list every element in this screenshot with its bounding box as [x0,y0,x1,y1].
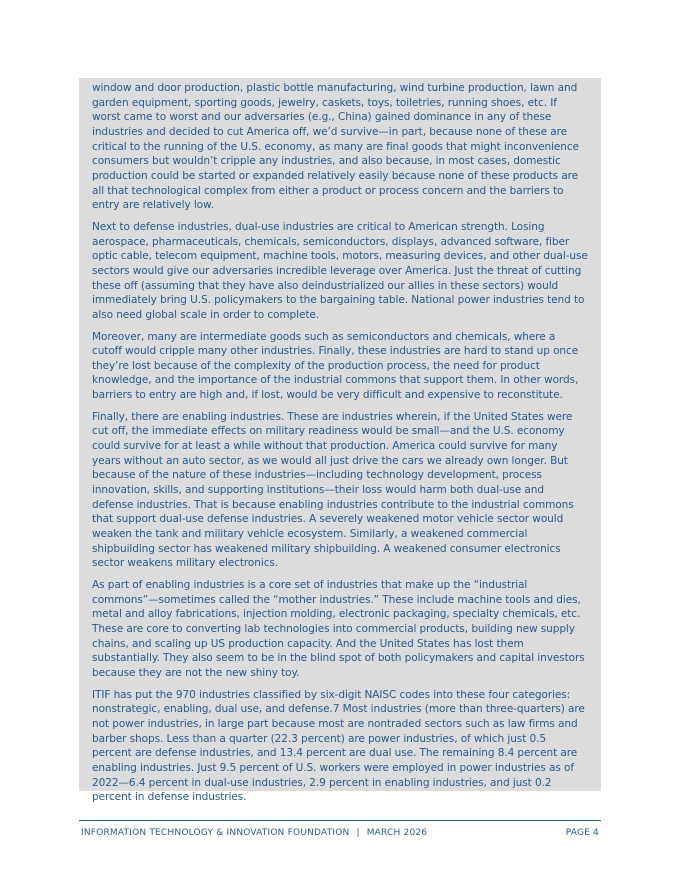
footer-separator: | [356,828,360,838]
paragraph: ITIF has put the 970 industries classified by six-digit NAISC codes into these four categories: nonstrategic, enabling, dual use, and defense.7 Most industries (more than three-quarters) are not power industries, in large part because most are nontraded sectors such as law firms and barber shops. Less than a quarter (22.3 percent) are power industries, of which just 0.5 percent are defense industries, and 13.4 percent are dual use. The remaining 8.4 percent are enabling industries. Just 9.5 percent of U.S. workers were employed in power industries as of 2022—6.4 percent in dual-use industries, 2.9 percent in enabling industries, and just 0.2 percent in defense industries. [92,688,585,804]
paragraph: Next to defense industries, dual-use industries are critical to American strength. Losing aerospace, pharmaceuticals, chemicals, semiconductors, displays, advanced software, fiber optic cable, telecom equipment, machine tools, motors, measuring devices, and other dual-use sectors would give our adversaries incredible leverage over America. Just the threat of cutting these off (assuming that they have also deindustrialized our allies in these sectors) would immediately bring U.S. policymakers to the bargaining table. National power industries tend to also need global scale in order to complete. [92,220,588,321]
document-body [79,78,601,804]
paragraph: Moreover, many are intermediate goods such as semiconductors and chemicals, where a cutoff would cripple many other industries. Finally, these industries are hard to stand up once they’re lost because of the complexity of the production process, the need for product knowledge, and the importance of the industrial commons that support them. In other words, barriers to entry are high and, if lost, would be very difficult and expensive to reconstitute. [92,330,579,402]
paragraph: Finally, there are enabling industries. These are industries wherein, if the United States were cut off, the immediate effects on military readiness would be small—and the U.S. economy could survive for at least a while without that production. America could survive for many years without an auto sector, as we would all just drive the cars we already own longer. But because of the nature of these industries—including technology development, process innovation, skills, and supporting institutions—their loss would harm both dual-use and defense industries. That is because enabling industries contribute to the industrial commons that support dual-use defense industries. A severely weakened motor vehicle sector would weaken the tank and military vehicle ecosystem. Similarly, a weakened commercial shipbuilding sector has weakened military shipbuilding. A weakened consumer electronics sector weakens military electronics. [92,410,574,570]
page-number: PAGE 4 [565,828,599,838]
paragraph: window and door production, plastic bottle manufacturing, wind turbine production, lawn and garden equipment, sporting goods, jewelry, caskets, toys, toiletries, running shoes, etc. If worst came to worst and our adversaries (e.g., China) gained dominance in any of these industries and decided to cut America off, we’d survive—in part, because none of these are critical to the running of the U.S. economy, as many are final goods that might inconvenience consumers but wouldn’t cripple any industries, and also because, in most cases, domestic production could be started or expanded relatively easily because none of these products are all that technological complex from either a product or process concern and the barriers to entry are relatively low. [92,82,579,212]
footer-date: MARCH 2026 [366,828,428,838]
page-footer [79,820,601,838]
paragraph: As part of enabling industries is a core set of industries that make up the “industrial commons”—sometimes called the “mother industries.” These include machine tools and dies, metal and alloy fabrications, injection molding, electronic packaging, specialty chemicals, etc. These are core to converting lab technologies into commercial products, building new supply chains, and scaling up US production capacity. And the United States has lost them substantially. They also seem to be in the blind spot of both policymakers and capital investors because they are not the new shiny toy. [92,579,585,679]
footer-info [81,828,427,838]
footer-organization: INFORMATION TECHNOLOGY & INNOVATION FOUNDATION [81,828,350,838]
